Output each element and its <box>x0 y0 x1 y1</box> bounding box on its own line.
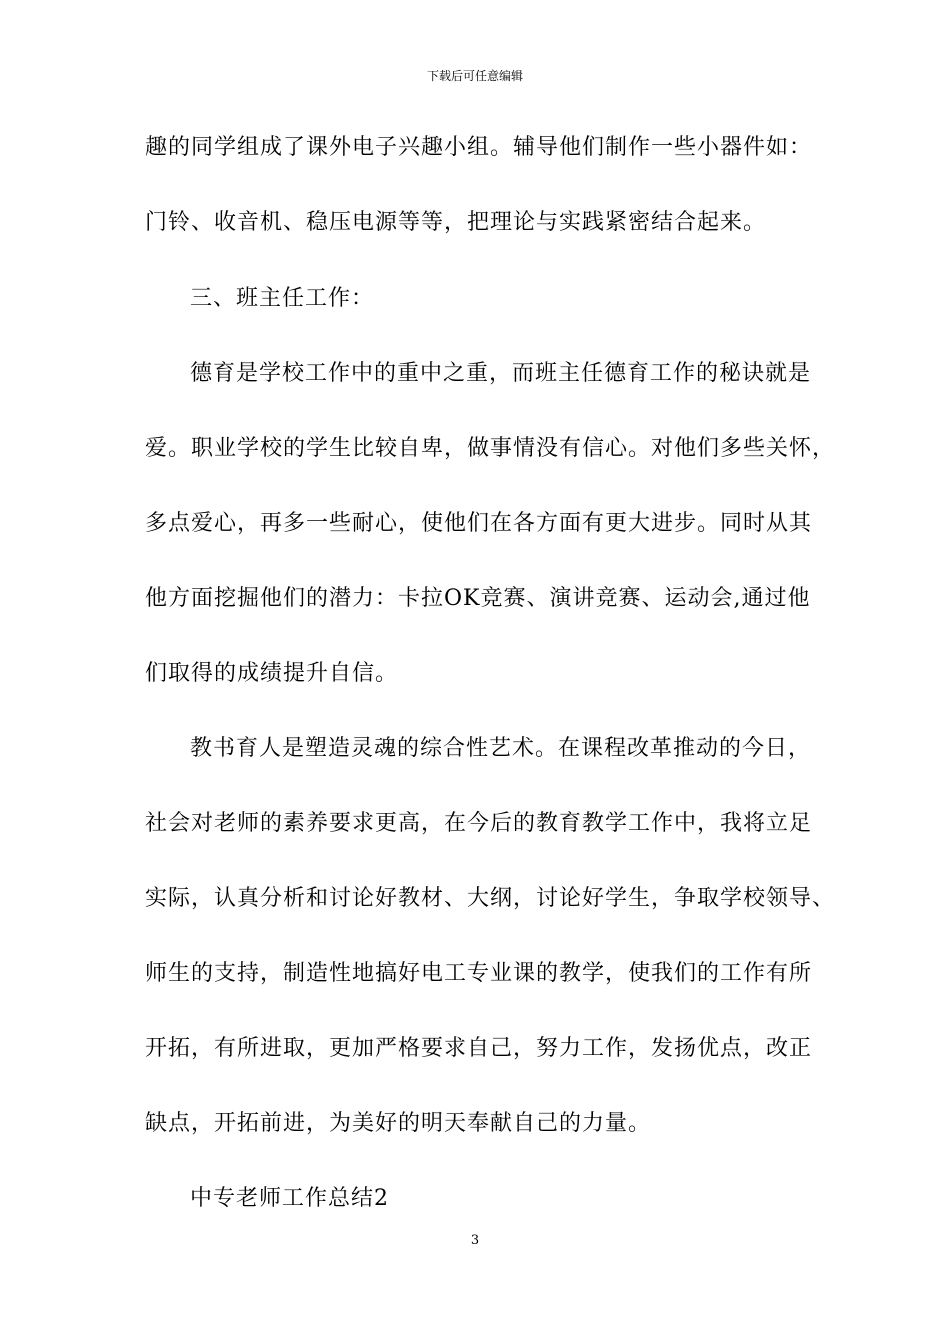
body-line: 社会对老师的素养要求更高，在今后的教育教学工作中，我将立足 <box>145 811 813 836</box>
body-line: 多点爱心，再多一些耐心，使他们在各方面有更大进步。同时从其 <box>145 511 813 536</box>
body-line: 师生的支持，制造性地搞好电工专业课的教学，使我们的工作有所 <box>145 961 813 986</box>
section-heading: 三、班主任工作： <box>190 286 375 311</box>
body-line: 他方面挖掘他们的潜力：卡拉OK竞赛、演讲竞赛、运动会,通过他 <box>145 586 811 611</box>
body-line: 开拓，有所进取，更加严格要求自己，努力工作，发扬优点，改正 <box>145 1036 813 1061</box>
body-line: 爱。职业学校的学生比较自卑，做事情没有信心。对他们多些关怀， <box>145 436 836 461</box>
page-number: 3 <box>470 1233 480 1248</box>
body-line: 德育是学校工作中的重中之重，而班主任德育工作的秘诀就是 <box>190 361 812 386</box>
body-line: 实际，认真分析和讨论好教材、大纲，讨论好学生，争取学校领导、 <box>145 886 836 911</box>
body-line: 教书育人是塑造灵魂的综合性艺术。在课程改革推动的今日， <box>190 736 812 761</box>
header-note: 下载后可任意编辑 <box>426 69 523 83</box>
body-line: 趣的同学组成了课外电子兴趣小组。辅导他们制作一些小器件如： <box>145 135 813 160</box>
section-title: 中专老师工作总结2 <box>190 1186 389 1211</box>
body-line: 门铃、收音机、稳压电源等等，把理论与实践紧密结合起来。 <box>145 210 767 235</box>
body-line: 缺点，开拓前进，为美好的明天奉献自己的力量。 <box>145 1111 652 1136</box>
body-line: 们取得的成绩提升自信。 <box>145 661 399 686</box>
